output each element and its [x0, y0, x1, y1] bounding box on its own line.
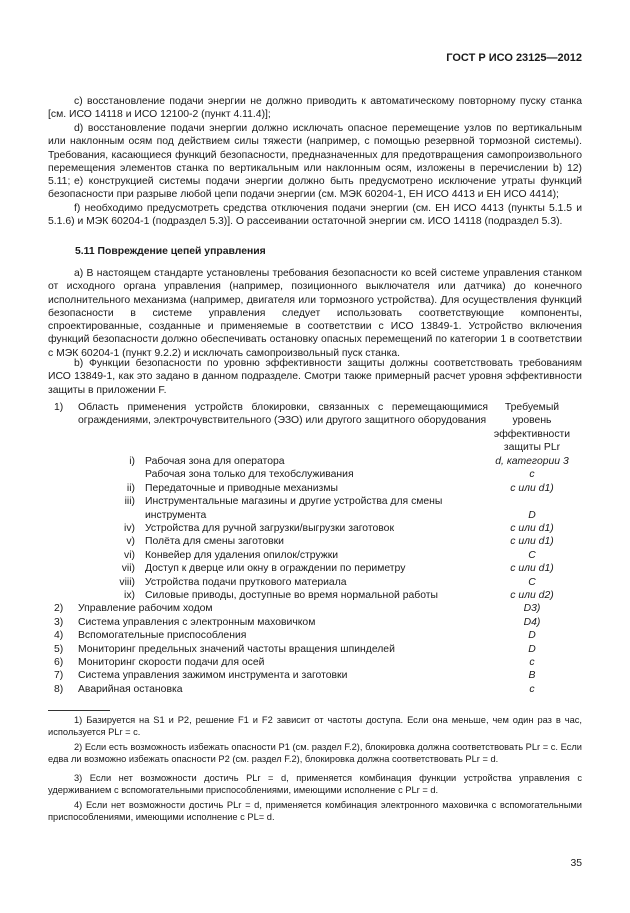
sub-item-value: C — [528, 549, 536, 561]
sub-item-label: Конвейер для удаления опилок/стружки — [145, 549, 339, 561]
footnote-1: 1) Базируется на S1 и P2, решение F1 и F2 зависит от частоты доступа. Если она меньше, чем один раз в час, используется PLr = c. — [48, 715, 582, 737]
sub-item-numeral: ix) — [124, 590, 135, 601]
item-value: c — [529, 657, 535, 668]
sub-item-value: c или d1) — [510, 523, 554, 534]
sub-item-label: Доступ к дверце или окну в ограждении по периметру — [145, 563, 406, 575]
item-label: Система управления зажимом инструмента и заготовки — [78, 670, 348, 682]
sub-item-label: Устройства для ручной загрузки/выгрузки заготовок — [145, 523, 394, 534]
column-header-line: защиты PLr — [503, 441, 561, 453]
paragraph-b: b) Функции безопасности по уровню эффективности защиты должны соответствовать требованиям ИСО 13849-1, как это задано в данном подразделе. Смотри также примерный расчет уровня эффективности защиты в приложении F. — [48, 358, 582, 396]
item-label: Вспомогательные приспособления — [78, 630, 247, 642]
table-item-number: 1) — [54, 402, 64, 413]
item-number: 4) — [54, 630, 64, 642]
document-header: ГОСТ Р ИСО 23125—2012 — [446, 52, 582, 64]
item-number: 5) — [54, 643, 64, 655]
sub-item-numeral: viii) — [119, 576, 135, 588]
sub-item-value: C — [528, 576, 536, 588]
paragraph-a: a) В настоящем стандарте установлены требования безопасности ко всей системе управления станком от исходного органа управления (например, позиционного выключателя или датчика) до конечного исполнительного механизма (например, двигателя или тормозного устройства). Для осуществления функций безопасности в системе управления следует использовать соответствующие компоненты, спроектированные, созданные и применяемые в соответствии с ИСО 13849-1. Устройство включения функций безопасности должно обеспечивать остановку опасных перемещений по категории 1 в соответствии с МЭК 60204-1 (пункт 9.2.2) и исключать самопроизвольный пуск станка. — [48, 268, 582, 359]
item-number: 3) — [54, 616, 64, 628]
footnote-rule — [48, 710, 110, 711]
page-number: 35 — [570, 858, 582, 869]
item-number: 2) — [54, 603, 64, 615]
item-number: 7) — [54, 670, 64, 682]
item-value: B — [528, 670, 536, 682]
sub-item-label: инструмента — [145, 509, 207, 521]
column-header-line: Требуемый — [504, 402, 560, 413]
sub-item-value: c или d2) — [510, 590, 554, 601]
item-number: 6) — [54, 657, 64, 668]
section-heading: 5.11 Повреждение цепей управления — [75, 246, 266, 257]
sub-item-label: Рабочая зона только для техобслуживания — [145, 469, 354, 481]
paragraph-c: c) восстановление подачи энергии не должно приводить к автоматическому повторному пуску станка [см. ИСО 14118 и ИСО 12100-2 (пункт 4.11.4)]; — [48, 96, 582, 121]
column-header — [486, 401, 578, 454]
sub-item-label: Силовые приводы, доступные во время нормальной работы — [145, 590, 438, 601]
item-value: D3) — [523, 603, 541, 615]
sub-item-value: c или d1) — [510, 563, 554, 575]
footnote-3: 3) Если нет возможности достичь PLr = d, применяется комбинация функции устройства управления с удерживанием с вспомогательными приспособлениями, имеющими исполнение с PLr = d. — [48, 773, 582, 795]
sub-item-numeral: i) — [129, 456, 135, 467]
item-value: c — [529, 683, 535, 695]
footnote-2: 2) Если есть возможность избежать опасности P1 (см. раздел F.2), блокировка должна соответствовать PLr = c. Если едва ли возможно избежать опасности P2 (см. раздел F.2), блокировка должна соответствовать PLr = d. — [48, 742, 582, 764]
sub-item-numeral: ii) — [126, 482, 135, 494]
sub-item-label: Инструментальные магазины и другие устройства для смены — [145, 496, 443, 508]
sub-item-numeral: iv) — [124, 523, 135, 534]
sub-item-numeral: vii) — [121, 563, 135, 575]
sub-item-label: Полёта для смены заготовки — [145, 536, 284, 548]
item-value: D — [528, 643, 536, 655]
column-header-line: эффективности — [493, 428, 571, 440]
item-label: Мониторинг скорости подачи для осей — [78, 657, 265, 668]
footnote-4: 4) Если нет возможности достичь PLr = d, применяется комбинация электронного маховичка с вспомогательными приспособлениями, имеющими исполнение с PL= d. — [48, 800, 582, 822]
item-label: Система управления с электронным маховичком — [78, 616, 316, 628]
sub-item-value: D — [528, 509, 536, 521]
paragraph-d: d) восстановление подачи энергии должно исключать опасное перемещение узлов по вертикальным или наклонным осям под действием силы тяжести (например, с помощью резервной тормозной системы). Требования, касающиеся функций безопасности, предназначенных для предотвращения самопроизвольного перемещения элементов станка по вертикальным или наклонным осям, изложены в перечислении b) 12) 5.11; — [48, 123, 582, 188]
sub-item-value: c или d1) — [510, 536, 554, 548]
table-intro-text: Область применения устройств блокировки, связанных с перемещающимися ограждениями, электрочувствительного (ЭЗО) или другого защитного оборудования — [78, 402, 488, 427]
item-label: Управление рабочим ходом — [78, 603, 213, 615]
sub-item-value: d, категории 3 — [495, 456, 569, 467]
item-value: D — [528, 630, 536, 642]
sub-item-value: c — [529, 469, 535, 481]
item-label: Аварийная остановка — [78, 683, 183, 695]
item-value: D4) — [523, 616, 541, 628]
sub-item-numeral: vi) — [124, 549, 135, 561]
sub-item-numeral: iii) — [124, 496, 135, 508]
paragraph-f: f) необходимо предусмотреть средства отключения подачи энергии (см. ЕН ИСО 4413 (пункты 5.1.5 и 5.1.6) и МЭК 60204-1 (подраздел 5.3)]. О рассеивании остаточной энергии см. ИСО 14118 (подраздел 5.3). — [48, 203, 582, 228]
item-label: Мониторинг предельных значений частоты вращения шпинделей — [78, 643, 395, 655]
sub-item-numeral: v) — [126, 536, 135, 548]
sub-item-label: Рабочая зона для оператора — [145, 456, 285, 467]
column-header-line: уровень — [512, 415, 552, 427]
paragraph-e: e) конструкцией системы подачи энергии должно быть предусмотрено исключение утраты функций безопасности при разрыве любой цепи подачи энергии (см. МЭК 60204-1, ЕН ИСО 4413 и ЕН ИСО 4414); — [48, 176, 582, 201]
item-number: 8) — [54, 683, 64, 695]
sub-item-label: Устройства подачи пруткового материала — [145, 576, 347, 588]
sub-item-label: Передаточные и приводные механизмы — [145, 482, 338, 494]
sub-item-value: c или d1) — [510, 482, 554, 494]
